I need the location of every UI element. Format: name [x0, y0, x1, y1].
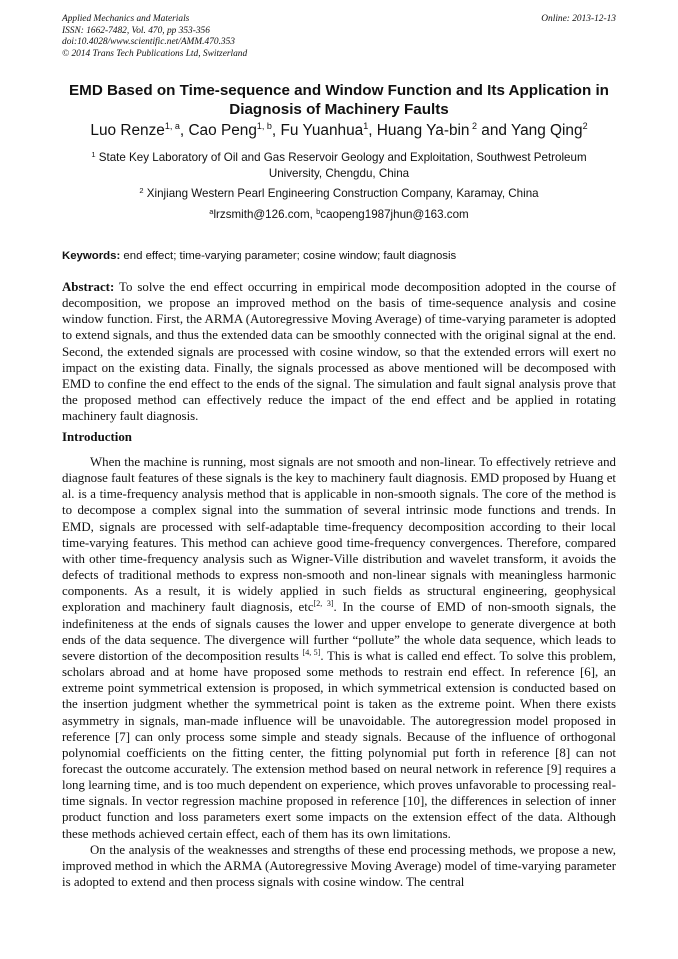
doi-line: doi:10.4028/www.scientific.net/AMM.470.353: [62, 37, 235, 47]
affiliation-2: [40, 186, 638, 202]
author-separator: and: [477, 122, 511, 139]
paragraph-text: On the analysis of the weaknesses and strengths of these end processing methods, we propose a new, improved method in which the ARMA (Autoregressive Moving Average) model of time-varying parameter is adopted to extend and then process signals with cosine window. The central: [62, 842, 616, 890]
citation-marker: [4, 5]: [302, 647, 321, 657]
online-date: Online: 2013-12-13: [541, 14, 616, 24]
paragraph-text: . In the course of EMD of non-smooth signals, the indefiniteness at the ends of signals causes the lower and upper envelope to generate divergence at both ends of the data sequence. The divergence will further “pollute” the whole data sequence, which leads to severe distortion of the decomposition results: [62, 600, 617, 663]
issn-line: ISSN: 1662-7482, Vol. 470, pp 353-356: [62, 25, 210, 36]
email-line: $^a$lrzsmith@126.com, $^b$caopeng1987jhun@163.com: [209, 207, 469, 221]
introduction-body: [62, 454, 616, 890]
author-name: Fu Yuanhua: [280, 122, 364, 139]
keywords-text: end effect; time-varying parameter; cosine window; fault diagnosis: [120, 250, 457, 262]
author-name: Cao Peng: [188, 122, 257, 139]
paragraph-text: . This is what is called end effect. To solve this problem, scholars abroad and at home have proposed some methods to restrain end effect. In reference [6], an extreme point symmetrical extension is proposed, in which symmetrical extension is conducted based on the insertion judgment whether the symmetrical point is taken as the extreme point. When there exists asymmetry in signals, man-made influence will be unavoidable. The autoregression model proposed in reference [7] can only process some simple and steady signals. Because of the influence of orthogonal polynomial coefficients on the fitting center, the fitting polynomial put forth in reference [8] can not forecast the outcome accurately. The extension method based on neural network in reference [9] requires a long learning time, and is too much dependent on experience, which proves unfavorable to processing real-time signals. In vector regression machine proposed in reference [10], the differences in selection of inner product function and loss parameters exert some impacts on the extension effect of the data. Although these methods achieved certain effect, each of them has its own limitations.: [62, 648, 616, 841]
copyright-line: © 2014 Trans Tech Publications Ltd, Switzerland: [62, 48, 248, 59]
author-separator: ,: [179, 122, 189, 139]
affiliation-1-text: State Key Laboratory of Oil and Gas Reservoir Geology and Exploitation, Southwest Petroleum University, Chengdu, China: [95, 151, 587, 180]
email-b: caopeng1987jhun@163.com: [320, 208, 469, 221]
affiliation-1: [40, 150, 638, 181]
author-separator: ,: [271, 122, 281, 139]
keywords: [62, 249, 616, 264]
paragraph: [62, 842, 616, 890]
author-name: Huang Ya-bin: [376, 122, 470, 139]
email-a: lrzsmith@126.com: [213, 208, 310, 221]
author-name: Yang Qing: [510, 122, 583, 139]
affiliation-2-text: Xinjiang Western Pearl Engineering Construction Company, Karamay, China: [143, 187, 539, 200]
citation-marker: [2, 3]: [313, 599, 334, 609]
author-affiliation-marker: 2: [582, 121, 588, 131]
abstract: [62, 279, 616, 424]
section-heading-introduction: Introduction: [62, 430, 132, 444]
author-list: [40, 122, 638, 140]
affiliation-1-marker: 1: [91, 150, 96, 159]
journal-name: Applied Mechanics and Materials: [62, 14, 190, 24]
email-a-marker: a: [209, 207, 214, 216]
affiliation-2-marker: 2: [139, 186, 144, 195]
email-b-marker: b: [316, 207, 321, 216]
journal-header: [62, 14, 616, 60]
author-affiliation-marker: 1: [363, 121, 369, 131]
paragraph-text: When the machine is running, most signals are not smooth and non-linear. To effectively retrieve and diagnose fault features of these signals is the key to machinery fault diagnosis. EMD proposed by Huang et al. is a time-frequency analysis method that is applicable in non-smooth signals. The core of the method is to decompose a complex signal into the summation of several intrinsic mode functions and trends. In EMD, signals are processed with self-adaptable time-frequency decomposition according to their local time-varying features. This method can achieve good time-frequency convergences. Therefore, compared with other time-frequency analysis such as Wigner-Ville distribution and wavelet transform, it avoids the defects of traditional methods to express non-smooth and non-linear signals with meaningless harmonic components. As a result, it is widely applied in such fields as structural engineering, geophysical exploration and machinery fault diagnosis, etc: [62, 455, 616, 615]
abstract-label: Abstract:: [62, 280, 115, 294]
paragraph: [62, 454, 616, 842]
author-affiliation-marker: 1, b: [256, 121, 272, 131]
keywords-label: Keywords:: [62, 250, 121, 262]
author-affiliation-marker: 2: [469, 121, 478, 131]
author-name: Luo Renze: [90, 122, 165, 139]
paper-title: EMD Based on Time-sequence and Window Function and Its Application in Diagnosis of Machinery Faults: [69, 82, 609, 118]
author-separator: ,: [368, 122, 377, 139]
author-affiliation-marker: 1, a: [164, 121, 180, 131]
abstract-text: To solve the end effect occurring in empirical mode decomposition adopted in the course of decomposition, we propose an improved method on the basis of time-sequence analysis and cosine window function. First, the ARMA (Autoregressive Moving Average) of time-varying parameter is adopted to extend signals, and thus the extended data can be smoothly connected with the original signal at the end. Second, the extended signals are processed with cosine window, so that the extended errors will exert no impact on the existing data. Finally, the signals processed as above mentioned will be decomposed with EMD to confine the end effect to the ends of the signal. The simulation and fault signal analysis prove that the proposed method can effectively reduce the impact of the end effect and be applied in rotating machinery fault diagnosis.: [62, 280, 616, 424]
